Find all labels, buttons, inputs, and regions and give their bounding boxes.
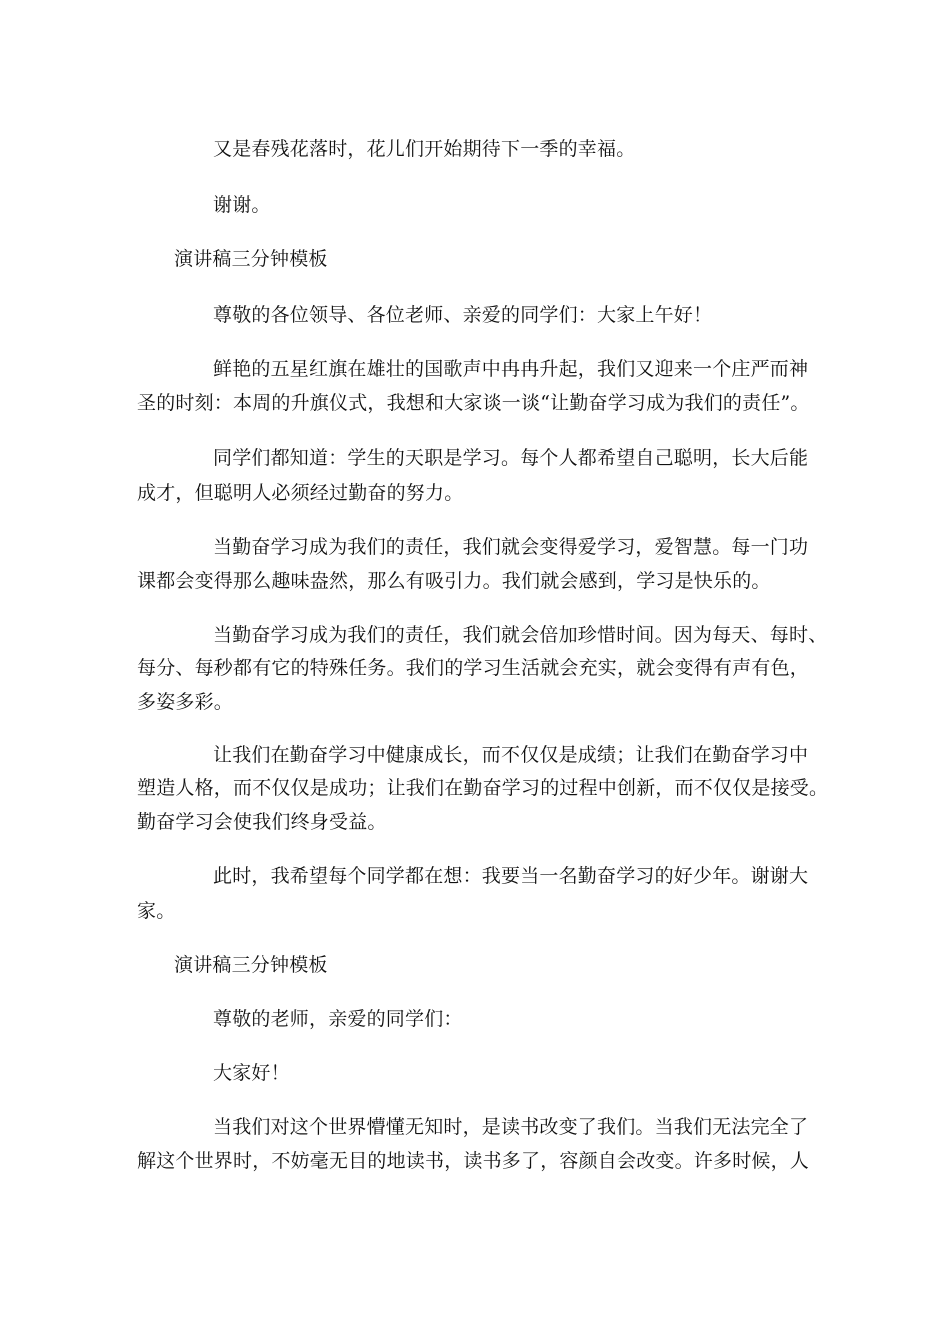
section-heading: 演讲稿三分钟模板 (174, 954, 328, 976)
paragraph-line: 塑造人格，而不仅仅是成功；让我们在勤奋学习的过程中创新，而不仅仅是接受。 (137, 777, 829, 799)
section-heading: 演讲稿三分钟模板 (174, 248, 328, 270)
paragraph-line: 勤奋学习会使我们终身受益。 (137, 811, 387, 833)
paragraph-line: 当勤奋学习成为我们的责任，我们就会倍加珍惜时间。因为每天、每时、 (213, 624, 828, 646)
paragraph-line: 解这个世界时，不妨毫无目的地读书，读书多了，容颜自会改变。许多时候，人 (137, 1150, 810, 1172)
paragraph-line: 尊敬的各位领导、各位老师、亲爱的同学们：大家上午好！ (213, 304, 713, 326)
paragraph-line: 每分、每秒都有它的特殊任务。我们的学习生活就会充实，就会变得有声有色， (137, 657, 810, 679)
paragraph-line: 大家好！ (213, 1062, 290, 1084)
paragraph-line: 家。 (137, 900, 176, 922)
paragraph-line: 又是春残花落时，花儿们开始期待下一季的幸福。 (213, 138, 636, 160)
paragraph-line: 当我们对这个世界懵懂无知时，是读书改变了我们。当我们无法完全了 (213, 1116, 809, 1138)
paragraph-line: 当勤奋学习成为我们的责任，我们就会变得爱学习，爱智慧。每一门功 (213, 536, 809, 558)
paragraph-line: 鲜艳的五星红旗在雄壮的国歌声中冉冉升起，我们又迎来一个庄严而神 (213, 358, 809, 380)
paragraph-line: 谢谢。 (213, 194, 271, 216)
paragraph-line: 圣的时刻：本周的升旗仪式，我想和大家谈一谈“让勤奋学习成为我们的责任”。 (137, 392, 810, 414)
paragraph-line: 多姿多彩。 (137, 691, 234, 713)
paragraph-line: 课都会变得那么趣味盎然，那么有吸引力。我们就会感到，学习是快乐的。 (137, 570, 771, 592)
paragraph-line: 同学们都知道：学生的天职是学习。每个人都希望自己聪明，长大后能 (213, 447, 809, 469)
paragraph-line: 此时，我希望每个同学都在想：我要当一名勤奋学习的好少年。谢谢大 (213, 865, 809, 887)
paragraph-line: 让我们在勤奋学习中健康成长，而不仅仅是成绩；让我们在勤奋学习中 (213, 744, 809, 766)
paragraph-line: 尊敬的老师，亲爱的同学们： (213, 1008, 463, 1030)
paragraph-line: 成才，但聪明人必须经过勤奋的努力。 (137, 482, 464, 504)
